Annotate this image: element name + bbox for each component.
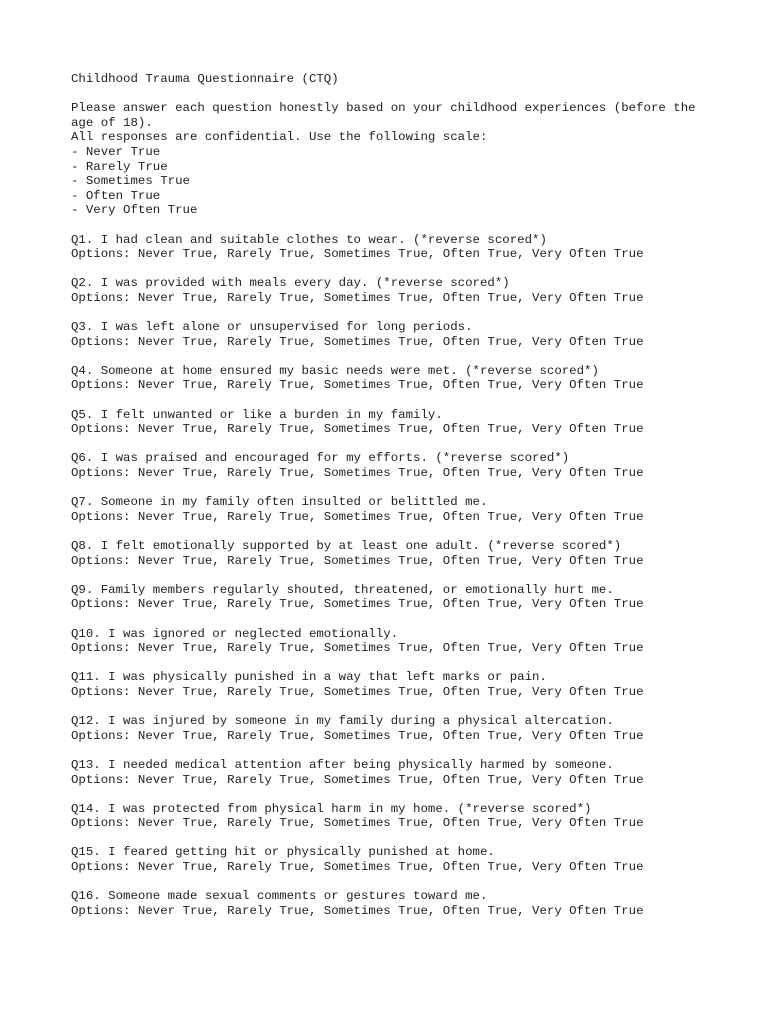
question-item	[71, 364, 711, 393]
question-options: Options: Never True, Rarely True, Sometimes True, Often True, Very Often True	[71, 816, 644, 831]
scale-item-rarely-true: - Rarely True	[71, 159, 168, 174]
question-options: Options: Never True, Rarely True, Sometimes True, Often True, Very Often True	[71, 772, 644, 787]
question-text: Q3. I was left alone or unsupervised for long periods.	[71, 320, 473, 335]
question-item	[71, 233, 711, 262]
question-item	[71, 670, 711, 699]
question-text: Q1. I had clean and suitable clothes to wear. (*reverse scored*)	[71, 232, 547, 247]
question-options: Options: Never True, Rarely True, Sometimes True, Often True, Very Often True	[71, 553, 644, 568]
question-text: Q4. Someone at home ensured my basic needs were met. (*reverse scored*)	[71, 363, 599, 378]
question-options: Options: Never True, Rarely True, Sometimes True, Often True, Very Often True	[71, 641, 644, 656]
question-text: Q16. Someone made sexual comments or gestures toward me.	[71, 889, 488, 904]
question-item	[71, 758, 711, 787]
question-text: Q9. Family members regularly shouted, threatened, or emotionally hurt me.	[71, 582, 614, 597]
question-text: Q5. I felt unwanted or like a burden in my family.	[71, 407, 443, 422]
question-options: Options: Never True, Rarely True, Sometimes True, Often True, Very Often True	[71, 597, 644, 612]
question-item	[71, 889, 711, 918]
document-page	[71, 72, 711, 933]
question-options: Options: Never True, Rarely True, Sometimes True, Often True, Very Often True	[71, 728, 644, 743]
question-text: Q8. I felt emotionally supported by at least one adult. (*reverse scored*)	[71, 539, 622, 553]
question-item	[71, 495, 711, 524]
question-text: Q7. Someone in my family often insulted or belittled me.	[71, 495, 488, 510]
intro-line-2: All responses are confidential. Use the following scale:	[71, 130, 488, 145]
question-options: Options: Never True, Rarely True, Sometimes True, Often True, Very Often True	[71, 860, 644, 875]
question-item	[71, 714, 711, 743]
question-item	[71, 583, 711, 612]
question-text: Q2. I was provided with meals every day. (*reverse scored*)	[71, 276, 510, 291]
question-item	[71, 802, 711, 831]
question-options: Options: Never True, Rarely True, Sometimes True, Often True, Very Often True	[71, 509, 644, 524]
question-item	[71, 320, 711, 349]
question-item	[71, 451, 711, 480]
question-text: Q10. I was ignored or neglected emotionally.	[71, 626, 399, 641]
scale-item-never-true: - Never True	[71, 144, 161, 159]
scale-item-very-often-true: - Very Often True	[71, 203, 198, 218]
question-text: Q6. I was praised and encouraged for my efforts. (*reverse scored*)	[71, 451, 570, 466]
scale-item-sometimes-true: - Sometimes True	[71, 174, 190, 189]
question-options: Options: Never True, Rarely True, Sometimes True, Often True, Very Often True	[71, 334, 644, 349]
question-item	[71, 276, 711, 305]
question-item	[71, 845, 711, 874]
question-text: Q13. I needed medical attention after being physically harmed by someone.	[71, 757, 614, 772]
question-options: Options: Never True, Rarely True, Sometimes True, Often True, Very Often True	[71, 466, 644, 481]
question-options: Options: Never True, Rarely True, Sometimes True, Often True, Very Often True	[71, 290, 644, 305]
question-item	[71, 408, 711, 437]
question-text: Q11. I was physically punished in a way that left marks or pain.	[71, 670, 547, 685]
intro-line-1: Please answer each question honestly based on your childhood experiences (before the age of 18).	[71, 101, 704, 130]
response-scale-list	[71, 145, 711, 218]
question-options: Options: Never True, Rarely True, Sometimes True, Often True, Very Often True	[71, 684, 644, 699]
scale-item-often-true: - Often True	[71, 188, 161, 203]
question-options: Options: Never True, Rarely True, Sometimes True, Often True, Very Often True	[71, 903, 644, 918]
question-item	[71, 539, 711, 568]
questions-list	[71, 233, 711, 919]
question-item	[71, 627, 711, 656]
question-options: Options: Never True, Rarely True, Sometimes True, Often True, Very Often True	[71, 378, 644, 393]
question-options: Options: Never True, Rarely True, Sometimes True, Often True, Very Often True	[71, 422, 644, 437]
document-title: Childhood Trauma Questionnaire (CTQ)	[71, 72, 339, 86]
question-options: Options: Never True, Rarely True, Sometimes True, Often True, Very Often True	[71, 247, 644, 262]
question-text: Q12. I was injured by someone in my family during a physical altercation.	[71, 714, 614, 729]
question-text: Q15. I feared getting hit or physically punished at home.	[71, 845, 495, 860]
question-text: Q14. I was protected from physical harm in my home. (*reverse scored*)	[71, 801, 592, 816]
